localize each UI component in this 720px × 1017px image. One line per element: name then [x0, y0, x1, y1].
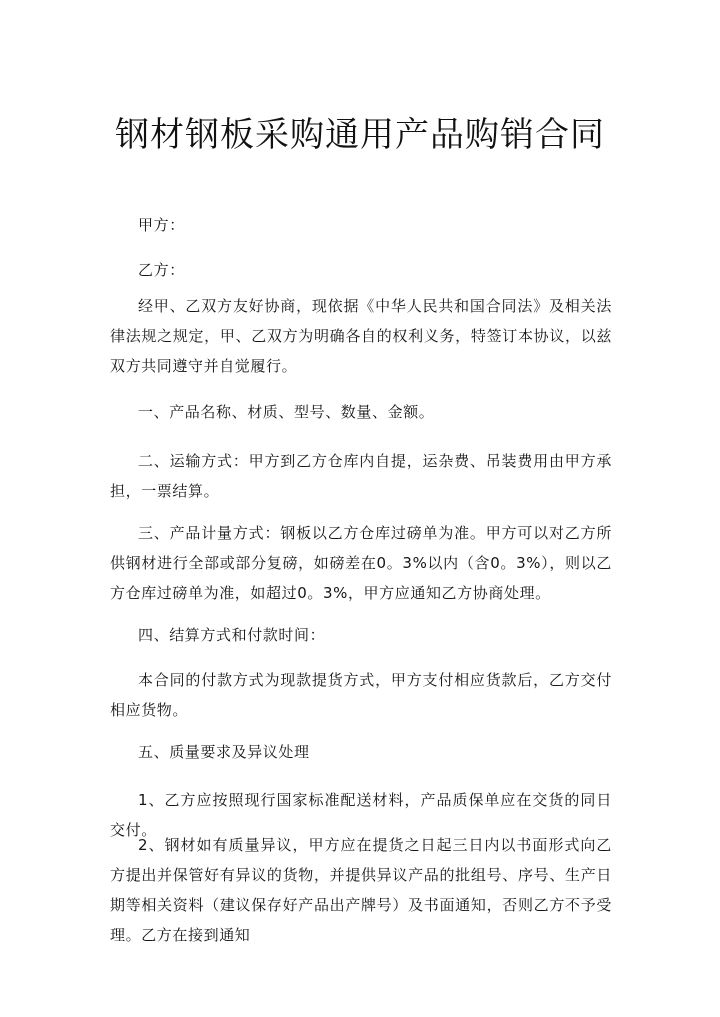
clause-4-payment: 本合同的付款方式为现款提货方式，甲方支付相应货款后，乙方交付相应货物。	[110, 671, 612, 719]
preamble-paragraph: 经甲、乙双方友好协商，现依据《中华人民共和国合同法》及相关法律法规之规定，甲、乙双方为明确各自的权利义务，特签订本协议，以兹双方共同遵守并自觉履行。	[110, 297, 612, 375]
clause-4-heading: 四、结算方式和付款时间：	[138, 626, 326, 644]
party-a-label: 甲方：	[138, 216, 185, 234]
clause-2-transport: 二、运输方式：甲方到乙方仓库内自提，运杂费、吊装费用由甲方承担，一票结算。	[110, 452, 612, 500]
document-title: 钢材钢板采购通用产品购销合同	[115, 115, 605, 155]
clause-5-item-1: 1、乙方应按照现行国家标准配送材料，产品质保单应在交货的同日交付。	[110, 791, 612, 839]
clause-1-heading: 一、产品名称、材质、型号、数量、金额。	[138, 403, 435, 421]
party-b-label: 乙方：	[138, 261, 185, 279]
clause-5-item-2: 2、钢材如有质量异议，甲方应在提货之日起三日内以书面形式向乙方提出并保管好有异议的货物，并提供异议产品的批组号、序号、生产日期等相关资料（建议保存好产品出产牌号）及书面通知，否则乙方不予受理。乙方在接到通知	[110, 836, 612, 944]
clause-3-measurement: 三、产品计量方式：钢板以乙方仓库过磅单为准。甲方可以对乙方所供钢材进行全部或部分复磅，如磅差在0。3%以内（含0。3%），则以乙方仓库过磅单为准，如超过0。3%，甲方应通知乙方协商处理。	[110, 524, 612, 602]
clause-5-heading: 五、质量要求及异议处理	[138, 743, 310, 761]
